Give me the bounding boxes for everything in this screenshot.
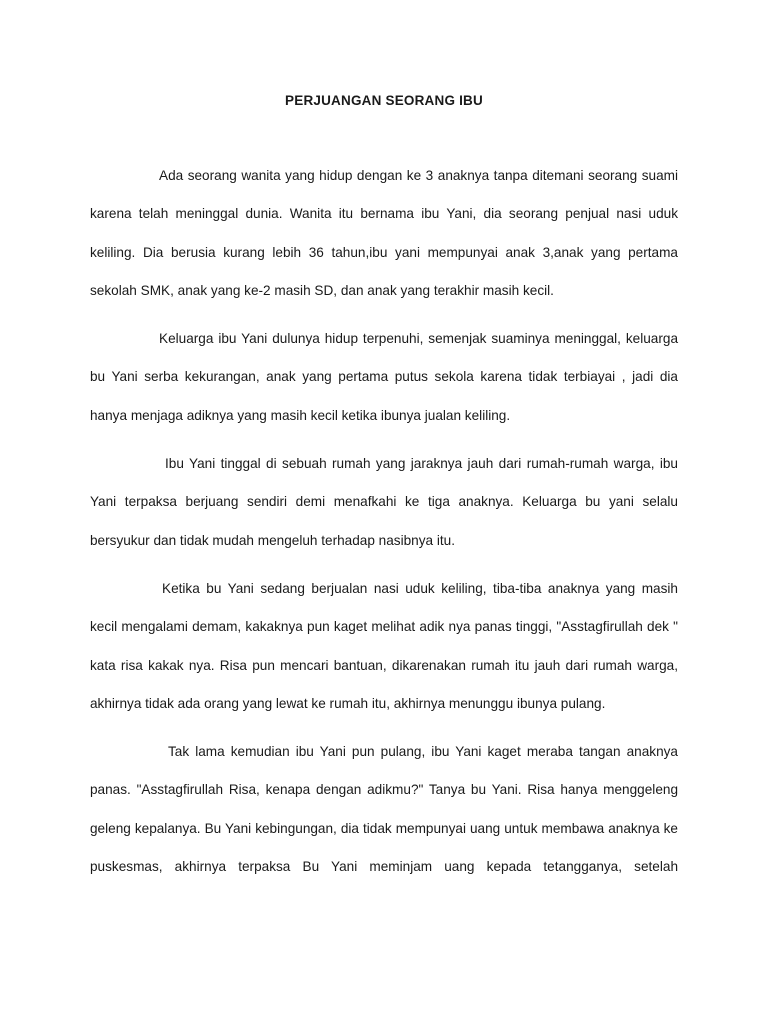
paragraph-4: Ketika bu Yani sedang berjualan nasi uduk keliling, tiba-tiba anaknya yang masih kecil mengalami demam, kakaknya pun kaget melihat adik nya panas tinggi, "Asstagfirullah dek " kata risa kakak nya. Risa pun mencari bantuan, dikarenakan rumah itu jauh dari rumah warga, akhirnya tidak ada orang yang lewat ke rumah itu, akhirnya menunggu ibunya pulang. [90,580,678,711]
document-body [90,157,678,886]
paragraph-1: Ada seorang wanita yang hidup dengan ke 3 anaknya tanpa ditemani seorang suami karena telah meninggal dunia. Wanita itu bernama ibu Yani, dia seorang penjual nasi uduk keliling. Dia berusia kurang lebih 36 tahun,ibu yani mempunyai anak 3,anak yang pertama sekolah SMK, anak yang ke-2 masih SD, dan anak yang terakhir masih kecil. [90,168,678,298]
document-title: PERJUANGAN SEORANG IBU [285,93,483,108]
paragraph-2: Keluarga ibu Yani dulunya hidup terpenuhi, semenjak suaminya meninggal, keluarga bu Yani serba kekurangan, anak yang pertama putus sekola karena tidak terbiayai , jadi dia hanya menjaga adiknya yang masih kecil ketika ibunya jualan keliling. [90,331,678,423]
paragraph-5: Tak lama kemudian ibu Yani pun pulang, ibu Yani kaget meraba tangan anaknya panas. "Asstagfirullah Risa, kenapa dengan adikmu?" Tanya bu Yani. Risa hanya menggeleng geleng kepalanya. Bu Yani kebingungan, dia tidak mempunyai uang untuk membawa anaknya ke puskesmas, akhirnya terpaksa Bu Yani meminjam uang kepada tetangganya, setelah [90,744,678,875]
paragraph-3: Ibu Yani tinggal di sebuah rumah yang jaraknya jauh dari rumah-rumah warga, ibu Yani terpaksa berjuang sendiri demi menafkahi ke tiga anaknya. Keluarga bu yani selalu bersyukur dan tidak mudah mengeluh terhadap nasibnya itu. [90,456,678,548]
